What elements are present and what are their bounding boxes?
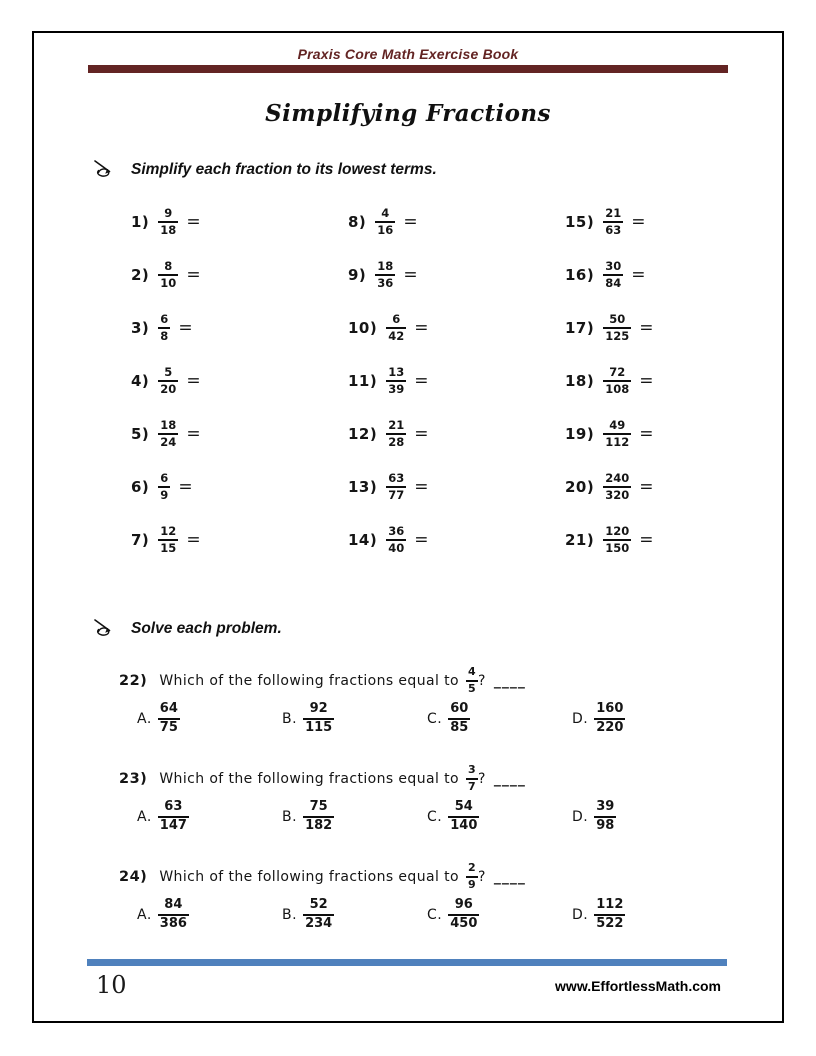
- fraction: [603, 260, 623, 290]
- fraction-numerator: 4: [381, 205, 390, 220]
- fraction-numerator: 52: [309, 897, 328, 913]
- problem-number: 14): [348, 531, 378, 549]
- fraction-denominator: 24: [160, 435, 177, 449]
- choice-label: B.: [282, 907, 298, 923]
- worksheet-page: [32, 31, 784, 1023]
- choice-fraction: [594, 702, 625, 736]
- fraction: [386, 472, 406, 502]
- choice-fraction: [303, 702, 334, 736]
- fraction-numerator: 49: [609, 417, 626, 432]
- equals-sign: =: [178, 477, 193, 497]
- choice-label: A.: [137, 711, 152, 727]
- fraction-numerator: 8: [164, 258, 173, 273]
- fraction: [158, 313, 170, 343]
- problem-17: [565, 309, 782, 347]
- fraction-denominator: 63: [605, 223, 622, 237]
- problem-number: 18): [565, 372, 595, 390]
- problem-8: [348, 203, 565, 241]
- fraction-numerator: 12: [160, 523, 177, 538]
- fraction-numerator: 18: [377, 258, 394, 273]
- problem-number: 23): [119, 771, 148, 787]
- fraction-denominator: 112: [605, 435, 630, 449]
- fraction-numerator: 6: [160, 470, 169, 485]
- fraction: [386, 366, 406, 396]
- choice-c: [427, 898, 572, 932]
- problem-number: 19): [565, 425, 595, 443]
- fraction-denominator: 16: [377, 223, 394, 237]
- problem-number: 21): [565, 531, 595, 549]
- equals-sign: =: [178, 318, 193, 338]
- problem-number: 10): [348, 319, 378, 337]
- equals-sign: =: [414, 530, 429, 550]
- fraction: [603, 207, 623, 237]
- problem-11: [348, 362, 565, 400]
- fraction-denominator: 150: [605, 541, 630, 555]
- question-line: [119, 859, 782, 895]
- fraction-denominator: 220: [596, 720, 624, 735]
- instruction-text: Solve each problem.: [131, 619, 282, 637]
- problem-19: [565, 415, 782, 453]
- fraction-numerator: 30: [605, 258, 622, 273]
- choice-d: [572, 800, 717, 834]
- equals-sign: =: [403, 212, 418, 232]
- page-title: Simplifying Fractions: [265, 100, 551, 127]
- equals-sign: =: [186, 265, 201, 285]
- fraction-denominator: 140: [450, 818, 478, 833]
- question-line: [119, 761, 782, 797]
- question-mark: ?: [478, 673, 486, 689]
- fraction: [158, 419, 178, 449]
- problem-18: [565, 362, 782, 400]
- problem-number: 12): [348, 425, 378, 443]
- fraction: [386, 525, 406, 555]
- fraction-denominator: 10: [160, 276, 177, 290]
- problem-number: 20): [565, 478, 595, 496]
- fraction-denominator: 125: [605, 329, 630, 343]
- problem-number: 11): [348, 372, 378, 390]
- equals-sign: =: [639, 424, 654, 444]
- answer-blank: ____: [493, 673, 526, 689]
- fraction-denominator: 9: [467, 878, 477, 891]
- problem-13: [348, 468, 565, 506]
- problem-20: [565, 468, 782, 506]
- fraction: [603, 525, 631, 555]
- answer-blank: ____: [493, 869, 526, 885]
- problem-number: 13): [348, 478, 378, 496]
- choice-b: [282, 898, 427, 932]
- fraction-numerator: 63: [164, 799, 183, 815]
- problem-number: 24): [119, 869, 148, 885]
- fraction: [603, 366, 631, 396]
- problem-number: 8): [348, 213, 367, 231]
- word-problem-24: [34, 859, 782, 933]
- fraction-numerator: 3: [467, 763, 477, 777]
- problem-14: [348, 521, 565, 559]
- problem-number: 17): [565, 319, 595, 337]
- question-text: Which of the following fractions equal to: [159, 673, 459, 689]
- problem-4: [131, 362, 348, 400]
- fraction-denominator: 84: [605, 276, 622, 290]
- choices-row: [119, 701, 782, 737]
- equals-sign: =: [414, 371, 429, 391]
- problems-column-3: [565, 203, 782, 574]
- choice-b: [282, 800, 427, 834]
- website-link: www.EffortlessMath.com: [555, 978, 721, 994]
- fraction-denominator: 75: [159, 720, 178, 735]
- choice-c: [427, 702, 572, 736]
- word-problem-23: [34, 761, 782, 835]
- problem-3: [131, 309, 348, 347]
- problem-number: 2): [131, 266, 150, 284]
- word-problem-22: [34, 663, 782, 737]
- footer-divider-bar: [87, 959, 727, 966]
- problem-15: [565, 203, 782, 241]
- choice-d: [572, 702, 717, 736]
- question-fraction: [466, 764, 478, 793]
- fraction-denominator: 320: [605, 488, 630, 502]
- fraction-denominator: 182: [305, 818, 333, 833]
- fraction-denominator: 15: [160, 541, 177, 555]
- problems-column-1: [131, 203, 348, 574]
- problem-1: [131, 203, 348, 241]
- fraction-denominator: 77: [388, 488, 405, 502]
- choice-b: [282, 702, 427, 736]
- fraction: [158, 366, 178, 396]
- choice-label: D.: [572, 907, 589, 923]
- fraction: [386, 419, 406, 449]
- equals-sign: =: [186, 530, 201, 550]
- choice-fraction: [594, 898, 625, 932]
- fraction: [158, 207, 178, 237]
- problem-2: [131, 256, 348, 294]
- problem-number: 6): [131, 478, 150, 496]
- fraction-numerator: 64: [159, 701, 178, 717]
- fraction-numerator: 36: [388, 523, 405, 538]
- choice-label: D.: [572, 809, 589, 825]
- fraction-numerator: 21: [388, 417, 405, 432]
- fraction-denominator: 85: [450, 720, 469, 735]
- choices-row: [119, 897, 782, 933]
- choices-row: [119, 799, 782, 835]
- choice-label: C.: [427, 809, 443, 825]
- problem-number: 22): [119, 673, 148, 689]
- problem-number: 9): [348, 266, 367, 284]
- equals-sign: =: [639, 318, 654, 338]
- fraction-numerator: 4: [467, 665, 477, 679]
- choice-label: C.: [427, 907, 443, 923]
- fraction-numerator: 160: [596, 701, 624, 717]
- choice-label: B.: [282, 809, 298, 825]
- fraction-numerator: 50: [609, 311, 626, 326]
- fraction-numerator: 92: [309, 701, 328, 717]
- question-mark: ?: [478, 771, 486, 787]
- fraction-numerator: 72: [609, 364, 626, 379]
- question-text: Which of the following fractions equal to: [159, 771, 459, 787]
- fraction: [158, 525, 178, 555]
- problem-number: 1): [131, 213, 150, 231]
- equals-sign: =: [631, 265, 646, 285]
- fraction-numerator: 84: [164, 897, 183, 913]
- choice-a: [137, 898, 282, 932]
- choice-fraction: [448, 702, 470, 736]
- problem-16: [565, 256, 782, 294]
- equals-sign: =: [631, 212, 646, 232]
- fraction-numerator: 240: [605, 470, 630, 485]
- problem-12: [348, 415, 565, 453]
- choice-fraction: [158, 898, 189, 932]
- fraction: [375, 207, 395, 237]
- fraction-numerator: 5: [164, 364, 173, 379]
- fraction-denominator: 18: [160, 223, 177, 237]
- instruction-text: Simplify each fraction to its lowest terms.: [131, 160, 437, 178]
- choice-a: [137, 800, 282, 834]
- fraction-numerator: 18: [160, 417, 177, 432]
- problem-5: [131, 415, 348, 453]
- problem-6: [131, 468, 348, 506]
- fraction-denominator: 386: [159, 916, 187, 931]
- fraction-denominator: 108: [605, 382, 630, 396]
- problem-9: [348, 256, 565, 294]
- fraction: [386, 313, 406, 343]
- fraction-denominator: 39: [388, 382, 405, 396]
- fraction-numerator: 6: [160, 311, 169, 326]
- choice-fraction: [158, 800, 189, 834]
- problem-21: [565, 521, 782, 559]
- choice-label: C.: [427, 711, 443, 727]
- fraction-numerator: 60: [450, 701, 469, 717]
- page-footer: [87, 959, 727, 997]
- fraction-denominator: 115: [305, 720, 333, 735]
- choice-fraction: [303, 898, 334, 932]
- page-number: 10: [96, 971, 127, 999]
- fraction-denominator: 522: [596, 916, 624, 931]
- choice-fraction: [448, 898, 479, 932]
- fraction-numerator: 112: [596, 897, 624, 913]
- question-fraction: [466, 666, 478, 695]
- choice-label: B.: [282, 711, 298, 727]
- choice-a: [137, 702, 282, 736]
- footer-row: [87, 966, 727, 997]
- fraction-numerator: 63: [388, 470, 405, 485]
- problem-number: 4): [131, 372, 150, 390]
- answer-blank: ____: [493, 771, 526, 787]
- equals-sign: =: [414, 424, 429, 444]
- equals-sign: =: [186, 424, 201, 444]
- fraction-denominator: 234: [305, 916, 333, 931]
- fraction-denominator: 9: [160, 488, 169, 502]
- fraction-problems-grid: [34, 203, 782, 574]
- fraction-denominator: 42: [388, 329, 405, 343]
- fraction: [603, 313, 631, 343]
- fraction-numerator: 39: [596, 799, 615, 815]
- equals-sign: =: [414, 477, 429, 497]
- fraction: [158, 260, 178, 290]
- fraction: [603, 472, 631, 502]
- writing-hand-icon: [93, 159, 120, 180]
- question-line: [119, 663, 782, 699]
- equals-sign: =: [186, 371, 201, 391]
- problem-number: 7): [131, 531, 150, 549]
- question-mark: ?: [478, 869, 486, 885]
- equals-sign: =: [186, 212, 201, 232]
- choice-fraction: [594, 800, 616, 834]
- equals-sign: =: [414, 318, 429, 338]
- fraction-numerator: 6: [392, 311, 401, 326]
- equals-sign: =: [639, 530, 654, 550]
- question-text: Which of the following fractions equal to: [159, 869, 459, 885]
- fraction-numerator: 9: [164, 205, 173, 220]
- choice-fraction: [158, 702, 180, 736]
- equals-sign: =: [403, 265, 418, 285]
- problems-column-2: [348, 203, 565, 574]
- section-instruction-1: [34, 159, 782, 180]
- choice-label: A.: [137, 809, 152, 825]
- fraction-numerator: 21: [605, 205, 622, 220]
- header-divider-bar: [88, 65, 728, 73]
- fraction-denominator: 20: [160, 382, 177, 396]
- choice-label: D.: [572, 711, 589, 727]
- fraction-numerator: 54: [454, 799, 473, 815]
- fraction-numerator: 2: [467, 861, 477, 875]
- section-instruction-2: [34, 618, 782, 639]
- fraction-denominator: 40: [388, 541, 405, 555]
- fraction-denominator: 450: [450, 916, 478, 931]
- problem-10: [348, 309, 565, 347]
- fraction-numerator: 75: [309, 799, 328, 815]
- writing-hand-icon: [93, 618, 120, 639]
- question-fraction: [466, 862, 478, 891]
- fraction-denominator: 7: [467, 780, 477, 793]
- fraction: [158, 472, 170, 502]
- choice-label: A.: [137, 907, 152, 923]
- equals-sign: =: [639, 371, 654, 391]
- fraction-numerator: 120: [605, 523, 630, 538]
- choice-fraction: [303, 800, 334, 834]
- fraction-denominator: 5: [467, 682, 477, 695]
- fraction-numerator: 13: [388, 364, 405, 379]
- problem-7: [131, 521, 348, 559]
- choice-c: [427, 800, 572, 834]
- problem-number: 16): [565, 266, 595, 284]
- problem-number: 3): [131, 319, 150, 337]
- fraction-denominator: 8: [160, 329, 169, 343]
- choice-fraction: [448, 800, 479, 834]
- fraction: [375, 260, 395, 290]
- equals-sign: =: [639, 477, 654, 497]
- fraction-denominator: 28: [388, 435, 405, 449]
- problem-number: 15): [565, 213, 595, 231]
- book-header-title: Praxis Core Math Exercise Book: [297, 46, 519, 62]
- fraction-denominator: 147: [159, 818, 187, 833]
- problem-number: 5): [131, 425, 150, 443]
- fraction-denominator: 36: [377, 276, 394, 290]
- fraction: [603, 419, 631, 449]
- fraction-denominator: 98: [596, 818, 615, 833]
- choice-d: [572, 898, 717, 932]
- fraction-numerator: 96: [454, 897, 473, 913]
